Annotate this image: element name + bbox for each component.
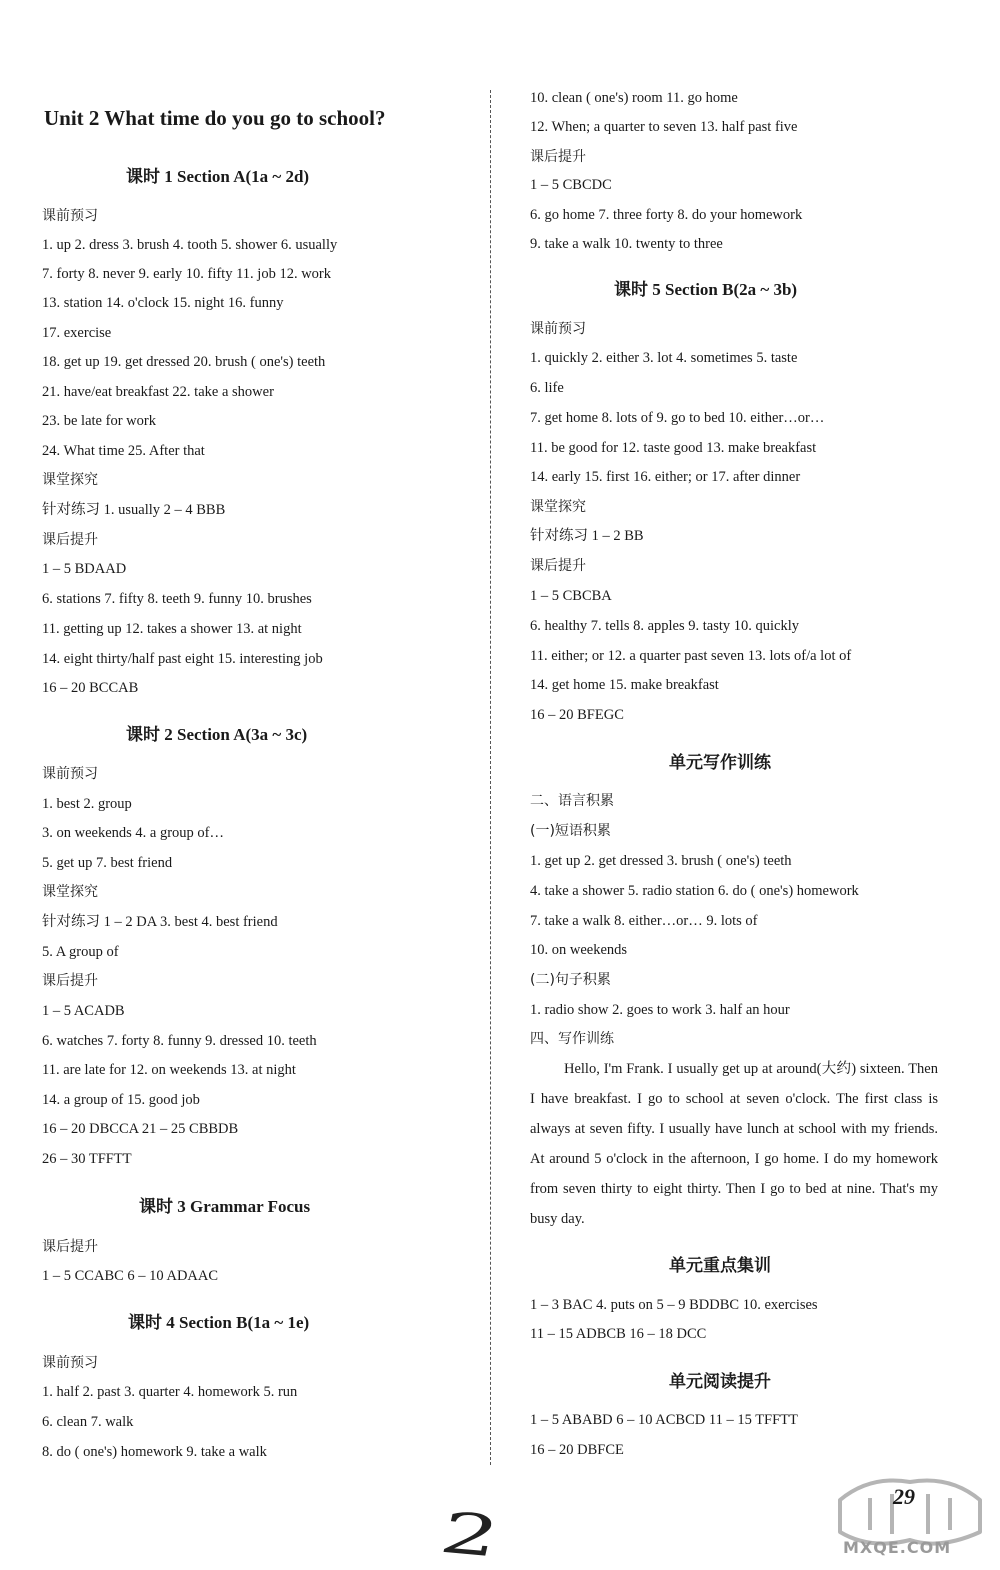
lesson5-after-line: 6. healthy 7. tells 8. apples 9. tasty 10. quickly	[530, 618, 800, 634]
lesson2-after-heading: 课后提升	[42, 973, 98, 989]
lesson2-class-line: 针对练习 1 – 2 DA 3. best 4. best friend	[42, 914, 278, 930]
lesson4-pre-line: 6. clean 7. walk	[42, 1414, 134, 1430]
phrase-line: 4. take a shower 5. radio station 6. do ( one's) homework	[530, 883, 859, 899]
lesson1-pre-line: 13. station 14. o'clock 15. night 16. funny	[42, 295, 284, 311]
lesson4-pre-heading: 课前预习	[42, 1355, 98, 1371]
lesson4-pre-line: 8. do ( one's) homework 9. take a walk	[42, 1444, 267, 1460]
phrase-heading: (一)短语积累	[530, 823, 611, 839]
lesson5-pre-line: 7. get home 8. lots of 9. go to bed 10. either…or…	[530, 410, 825, 426]
lesson1-pre-line: 18. get up 19. get dressed 20. brush ( one's) teeth	[42, 354, 326, 370]
lesson4-after-line: 6. go home 7. three forty 8. do your homework	[530, 207, 803, 223]
phrase-line: 10. on weekends	[530, 942, 628, 958]
lesson5-pre-line: 14. early 15. first 16. either; or 17. after dinner	[530, 469, 801, 485]
focus-line: 1 – 3 BAC 4. puts on 5 – 9 BDDBC 10. exercises	[530, 1297, 818, 1313]
lesson4-after-heading: 课后提升	[530, 149, 586, 165]
phrase-line: 1. get up 2. get dressed 3. brush ( one's) teeth	[530, 853, 792, 869]
focus-title: 单元重点集训	[669, 1256, 771, 1275]
reading-line: 1 – 5 ABABD 6 – 10 ACBCD 11 – 15 TFFTT	[530, 1412, 798, 1428]
lesson5-pre-heading: 课前预习	[530, 321, 586, 337]
lesson1-title: 课时 1 Section A(1a ~ 2d)	[126, 167, 310, 186]
lesson2-after-line: 6. watches 7. forty 8. funny 9. dressed 10. teeth	[42, 1033, 317, 1049]
handwritten-mark: 2	[434, 1500, 506, 1570]
lesson1-after-line: 1 – 5 BDAAD	[42, 561, 127, 577]
lesson5-after-heading: 课后提升	[530, 558, 586, 574]
column-divider	[490, 90, 491, 1465]
lesson5-class-line: 针对练习 1 – 2 BB	[530, 528, 644, 544]
lesson5-pre-line: 11. be good for 12. taste good 13. make breakfast	[530, 440, 817, 456]
page-number: 29	[893, 1484, 915, 1509]
lesson1-after-heading: 课后提升	[42, 532, 98, 548]
lesson2-after-line: 1 – 5 ACADB	[42, 1003, 125, 1019]
lesson2-pre-line: 1. best 2. group	[42, 796, 132, 812]
sentence-heading: (二)句子积累	[530, 972, 611, 988]
lesson5-pre-line: 1. quickly 2. either 3. lot 4. sometimes 5. taste	[530, 350, 798, 366]
lesson1-pre-line: 21. have/eat breakfast 22. take a shower	[42, 384, 274, 400]
lesson2-after-line: 16 – 20 DBCCA 21 – 25 CBBDB	[42, 1121, 239, 1137]
watermark-text: MXQE.COM	[843, 1538, 952, 1557]
essay-paragraph: Hello, I'm Frank. I usually get up at around(大约) sixteen. Then I have breakfast. I go to school at seven o'clock. The first class is always at seven fifty. I usually have lunch at school with my friends. At around 5 o'clock in the afternoon, I go home. I do my homework from seven thirty to eight thirty. Then I go to bed at nine. That's my busy day.	[530, 1061, 938, 1227]
lesson2-class-line: 5. A group of	[42, 944, 119, 960]
unit-title: Unit 2 What time do you go to school?	[44, 106, 386, 130]
lesson4-pre-line: 12. When; a quarter to seven 13. half past five	[530, 119, 798, 135]
lesson1-class-line: 针对练习 1. usually 2 – 4 BBB	[42, 502, 226, 518]
lesson1-pre-line: 17. exercise	[42, 325, 112, 341]
lesson4-after-line: 9. take a walk 10. twenty to three	[530, 236, 723, 252]
lesson1-pre-line: 24. What time 25. After that	[42, 443, 205, 459]
lesson2-pre-line: 3. on weekends 4. a group of…	[42, 825, 225, 841]
lesson1-after-line: 16 – 20 BCCAB	[42, 680, 139, 696]
lesson1-after-line: 6. stations 7. fifty 8. teeth 9. funny 10. brushes	[42, 591, 312, 607]
lesson2-title: 课时 2 Section A(3a ~ 3c)	[126, 725, 308, 744]
lesson2-pre-line: 5. get up 7. best friend	[42, 855, 173, 871]
lesson5-after-line: 16 – 20 BFEGC	[530, 707, 624, 723]
lesson1-class-heading: 课堂探究	[42, 472, 98, 488]
lesson2-after-line: 11. are late for 12. on weekends 13. at night	[42, 1062, 296, 1078]
lesson4-pre-line: 10. clean ( one's) room 11. go home	[530, 90, 738, 106]
phrase-line: 7. take a walk 8. either…or… 9. lots of	[530, 913, 758, 929]
lesson1-pre-line: 1. up 2. dress 3. brush 4. tooth 5. shower 6. usually	[42, 237, 338, 253]
sentence-line: 1. radio show 2. goes to work 3. half an hour	[530, 1002, 790, 1018]
lesson5-after-line: 1 – 5 CBCBA	[530, 588, 612, 604]
lesson3-after-heading: 课后提升	[42, 1239, 98, 1255]
lesson5-pre-line: 6. life	[530, 380, 564, 396]
lesson4-pre-line: 1. half 2. past 3. quarter 4. homework 5. run	[42, 1384, 298, 1400]
lesson3-after-line: 1 – 5 CCABC 6 – 10 ADAAC	[42, 1268, 219, 1284]
language-heading: 二、语言积累	[530, 793, 614, 809]
lesson1-pre-heading: 课前预习	[42, 208, 98, 224]
lesson5-after-line: 11. either; or 12. a quarter past seven 13. lots of/a lot of	[530, 648, 852, 664]
lesson1-pre-line: 23. be late for work	[42, 413, 156, 429]
lesson1-pre-line: 7. forty 8. never 9. early 10. fifty 11. job 12. work	[42, 266, 331, 282]
reading-title: 单元阅读提升	[669, 1372, 771, 1391]
lesson1-after-line: 14. eight thirty/half past eight 15. interesting job	[42, 651, 323, 667]
lesson5-after-line: 14. get home 15. make breakfast	[530, 677, 719, 693]
focus-line: 11 – 15 ADBCB 16 – 18 DCC	[530, 1326, 707, 1342]
reading-line: 16 – 20 DBFCE	[530, 1442, 624, 1458]
lesson5-title: 课时 5 Section B(2a ~ 3b)	[614, 280, 798, 299]
lesson3-title: 课时 3 Grammar Focus	[139, 1197, 311, 1216]
lesson2-after-line: 14. a group of 15. good job	[42, 1092, 200, 1108]
lesson5-class-heading: 课堂探究	[530, 499, 586, 515]
lesson2-class-heading: 课堂探究	[42, 884, 98, 900]
lesson4-after-line: 1 – 5 CBCDC	[530, 177, 612, 193]
lesson2-after-line: 26 – 30 TFFTT	[42, 1151, 132, 1167]
lesson2-pre-heading: 课前预习	[42, 766, 98, 782]
lesson4-title: 课时 4 Section B(1a ~ 1e)	[128, 1313, 310, 1332]
writing-title: 单元写作训练	[669, 753, 771, 772]
writing-practice-heading: 四、写作训练	[530, 1031, 614, 1047]
lesson1-after-line: 11. getting up 12. takes a shower 13. at night	[42, 621, 302, 637]
